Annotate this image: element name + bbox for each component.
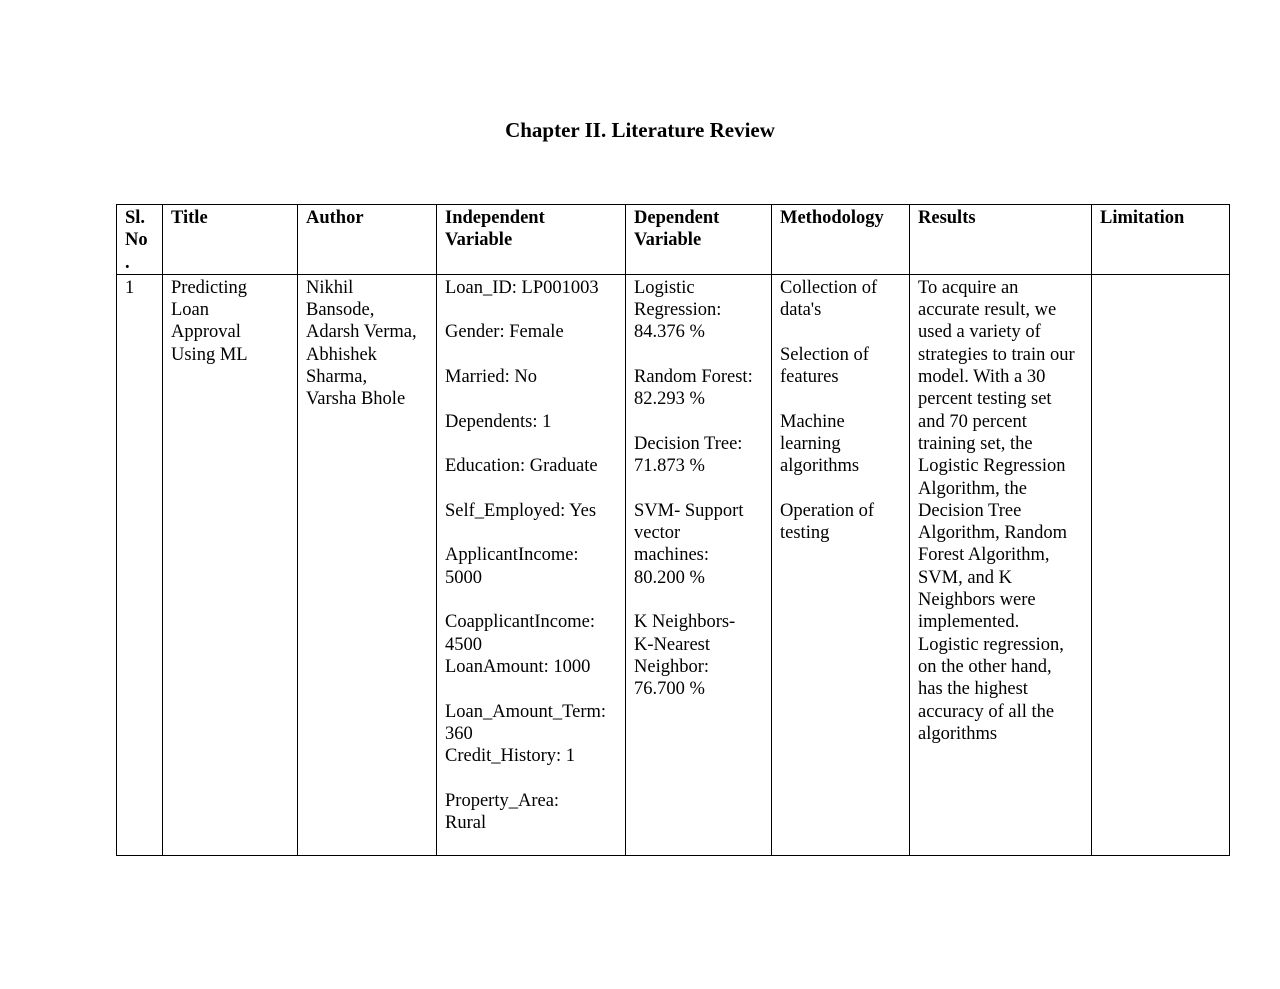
coapplicant-income-label: CoapplicantIncome: [445,612,596,633]
credit-history: Credit_History: 1 [445,746,576,767]
loan-amount: LoanAmount: 1000 [445,656,591,677]
property-area-value: Rural [445,813,487,834]
gender: Gender: Female [445,322,564,343]
header-results: Results [910,205,1092,275]
header-independent-variable: Independent Variable [437,205,626,275]
header-title: Title [163,205,298,275]
applicant-income-value: 5000 [445,567,482,588]
cell-author: Nikhil Bansode, Adarsh Verma, Abhishek Sharma, Varsha Bhole [298,274,437,855]
header-limitation: Limitation [1092,205,1230,275]
cell-results: To acquire an accurate result, we used a variety of strategies to train our model. With a 30 percent testing set and 70 percent training set, the Logistic Regression Algorithm, the Decision Tree Algorithm, Random Forest Algorithm, SVM, and K Neighbors were implemented. Logistic regression, on the other hand, has the highest accuracy of all the algorithms [910,274,1092,855]
self-employed: Self_Employed: Yes [445,500,597,521]
coapplicant-income-value: 4500 [445,634,482,655]
header-author: Author [298,205,437,275]
cell-sl-no: 1 [117,274,163,855]
header-methodology: Methodology [772,205,910,275]
cell-methodology: Collection of data's Selection of features Machine learning algorithms Operation of testing [772,274,910,855]
dependents: Dependents: 1 [445,411,552,432]
table-header-row [117,205,1230,275]
table-row [117,274,1230,855]
page-title: Chapter II. Literature Review [505,118,775,142]
header-dependent-variable: Dependent Variable [626,205,772,275]
loan-amount-term-label: Loan_Amount_Term: [445,701,607,722]
loan-amount-term-value: 360 [445,723,473,744]
literature-review-table [116,204,1230,856]
property-area-label: Property_Area: [445,790,560,811]
loan-id: Loan_ID: LP001003 [445,277,599,298]
cell-dependent-variable: Logistic Regression: 84.376 % Random Forest: 82.293 % Decision Tree: 71.873 % SVM- Support vector machines: 80.200 % K Neighbors- K-Nearest Neighbor: 76.700 % [626,274,772,855]
header-sl-no: Sl. No . [117,205,163,275]
married: Married: No [445,367,537,388]
cell-limitation [1092,274,1230,855]
education: Education: Graduate [445,456,598,477]
cell-title: Predicting Loan Approval Using ML [163,274,298,855]
applicant-income-label: ApplicantIncome: [445,545,579,566]
cell-independent-variable [437,274,626,855]
